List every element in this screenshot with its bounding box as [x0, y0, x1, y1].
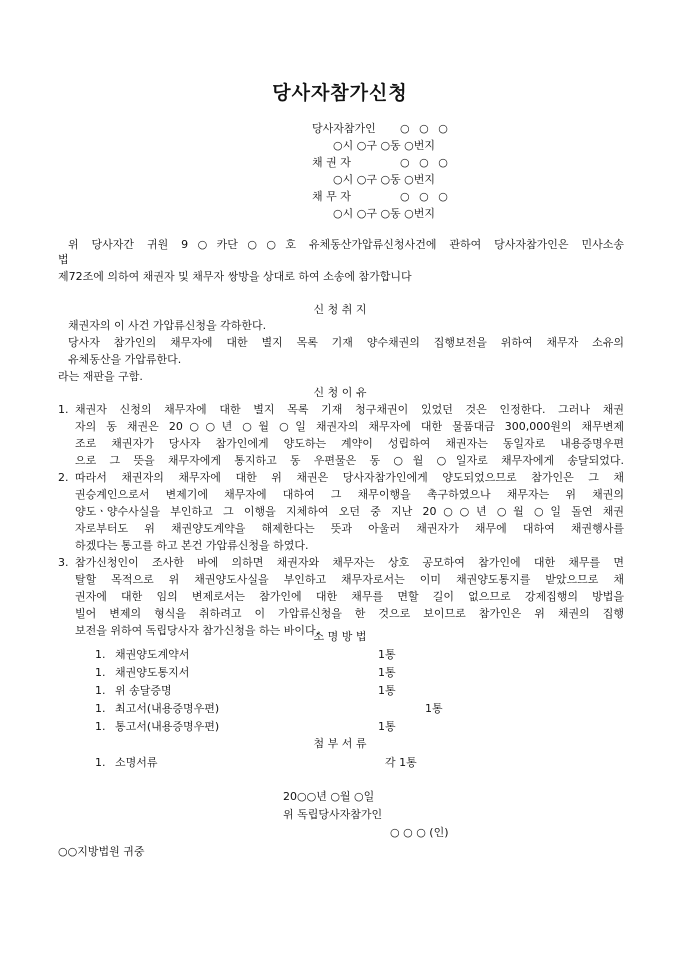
evidence-item-count: 1통 [378, 684, 396, 697]
section-heading: 첨 부 서 류 [313, 737, 367, 750]
party-label: 채 무 자 [312, 190, 351, 203]
document-title: 당사자참가신청 [272, 82, 408, 104]
purpose-line: 유체동산을 가압류한다. [68, 353, 182, 366]
evidence-item-name: 통고서(내용증명우편) [115, 720, 220, 733]
party-label: 채 권 자 [312, 156, 351, 169]
evidence-item-name: 위 송달증명 [115, 684, 172, 697]
list-number: 1. [95, 756, 106, 769]
reason-line: 탈할 목적으로 위 채권양도사실을 부인하고 채무자로서는 이미 채권양도통지를 받았으므로 채 [75, 573, 624, 586]
reason-line: 조로 채권자가 당사자 참가인에게 양도하는 계약이 성립하여 채권자는 동일자로 내용증명우편 [75, 437, 624, 450]
list-number: 1. [95, 720, 106, 733]
filing-date: 20○○년 ○월 ○일 [283, 790, 375, 803]
section-heading: 신 청 이 유 [313, 386, 367, 399]
party-label: 당사자참가인 [312, 122, 376, 135]
section-heading: 소 명 방 법 [313, 630, 367, 643]
reason-line: 자의 동 채권은 20○○년 ○월 ○일 채권자의 채무자에 대한 물품대금 300,000원의 채무변제 [75, 420, 624, 433]
attachment-item-name: 소명서류 [115, 756, 158, 769]
applicant-label: 위 독립당사자참가인 [283, 808, 383, 821]
list-number: 1. [95, 648, 106, 661]
list-number: 1. [95, 702, 106, 715]
evidence-item-count: 1통 [378, 648, 396, 661]
intro-line: 제72조에 의하여 채권자 및 채무자 쌍방을 상대로 하여 소송에 참가합니다 [58, 270, 412, 283]
purpose-line: 당사자 참가인의 채무자에 대한 별지 목록 기재 양수채권의 집행보전을 위하여 채무자 소유의 [68, 336, 624, 349]
reason-line: 자로부터도 위 채권양도계약을 해제한다는 뜻과 아울러 채권자가 채무에 대하여 채권행사를 [75, 522, 624, 535]
intro-line: 위 당사자간 귀원 9○카단○○호 유체동산가압류신청사건에 관하여 당사자참가인은 민사소송 [68, 238, 624, 251]
evidence-item-count: 1통 [425, 702, 443, 715]
reason-line: 빌어 변제의 형식을 취하려고 이 가압류신청을 한 것으로 보이므로 참가인은 위 채권의 집행 [75, 607, 624, 620]
reason-line: 보전을 위하여 독립당사자 참가신청을 하는 바이다. [75, 624, 320, 637]
party-address: ○시 ○구 ○동 ○번지 [333, 173, 436, 186]
reason-line: 채권자 신청의 채무자에 대한 별지 목록 기재 청구채권이 있었던 것은 인정한다. 그러나 채권 [75, 403, 624, 416]
party-address: ○시 ○구 ○동 ○번지 [333, 139, 436, 152]
reason-number: 3. [58, 556, 69, 569]
party-name: ○ ○ ○ [400, 190, 448, 203]
purpose-line: 라는 재판을 구함. [58, 370, 143, 383]
reason-line: 권자에 대한 임의 변제로서는 참가인에 대한 채무를 면할 길이 없으므로 강제집행의 방법을 [75, 590, 624, 603]
reason-number: 2. [58, 471, 69, 484]
applicant-signature: ○ ○ ○ (인) [390, 826, 449, 839]
purpose-line: 채권자의 이 사건 가압류신청을 각하한다. [68, 319, 267, 332]
party-name: ○ ○ ○ [400, 122, 448, 135]
reason-line: 양도ㆍ양수사실을 부인하고 그 이행을 지체하여 오던 중 지난 20○○년 ○월 ○일 돌연 채권 [75, 505, 624, 518]
evidence-item-name: 채권양도통지서 [115, 666, 190, 679]
list-number: 1. [95, 666, 106, 679]
reason-line: 으로 그 뜻을 채무자에게 통지하고 동 우편물은 동 ○월 ○일자로 채무자에게 송달되었다. [75, 454, 624, 467]
reason-line: 따라서 채권자의 채무자에 대한 위 채권은 당사자참가인에게 양도되었으므로 참가인은 그 채 [75, 471, 624, 484]
evidence-item-name: 최고서(내용증명우편) [115, 702, 220, 715]
evidence-item-name: 채권양도계약서 [115, 648, 190, 661]
reason-number: 1. [58, 403, 69, 416]
evidence-item-count: 1통 [378, 666, 396, 679]
party-address: ○시 ○구 ○동 ○번지 [333, 207, 436, 220]
attachment-item-count: 각 1통 [385, 756, 417, 769]
section-heading: 신 청 취 지 [313, 303, 367, 316]
party-name: ○ ○ ○ [400, 156, 448, 169]
list-number: 1. [95, 684, 106, 697]
intro-line: 법 [58, 253, 69, 266]
reason-line: 참가신청인이 조사한 바에 의하면 채권자와 채무자는 상호 공모하여 참가인에 대한 채무를 면 [75, 556, 624, 569]
court-addressee: ○○지방법원 귀중 [58, 845, 145, 858]
reason-line: 하겠다는 통고를 하고 본건 가압류신청을 하였다. [75, 539, 309, 552]
reason-line: 권승계인으로서 변제기에 채무자에 대하여 그 채무이행을 촉구하였으나 채무자는 위 채권의 [75, 488, 624, 501]
evidence-item-count: 1통 [378, 720, 396, 733]
